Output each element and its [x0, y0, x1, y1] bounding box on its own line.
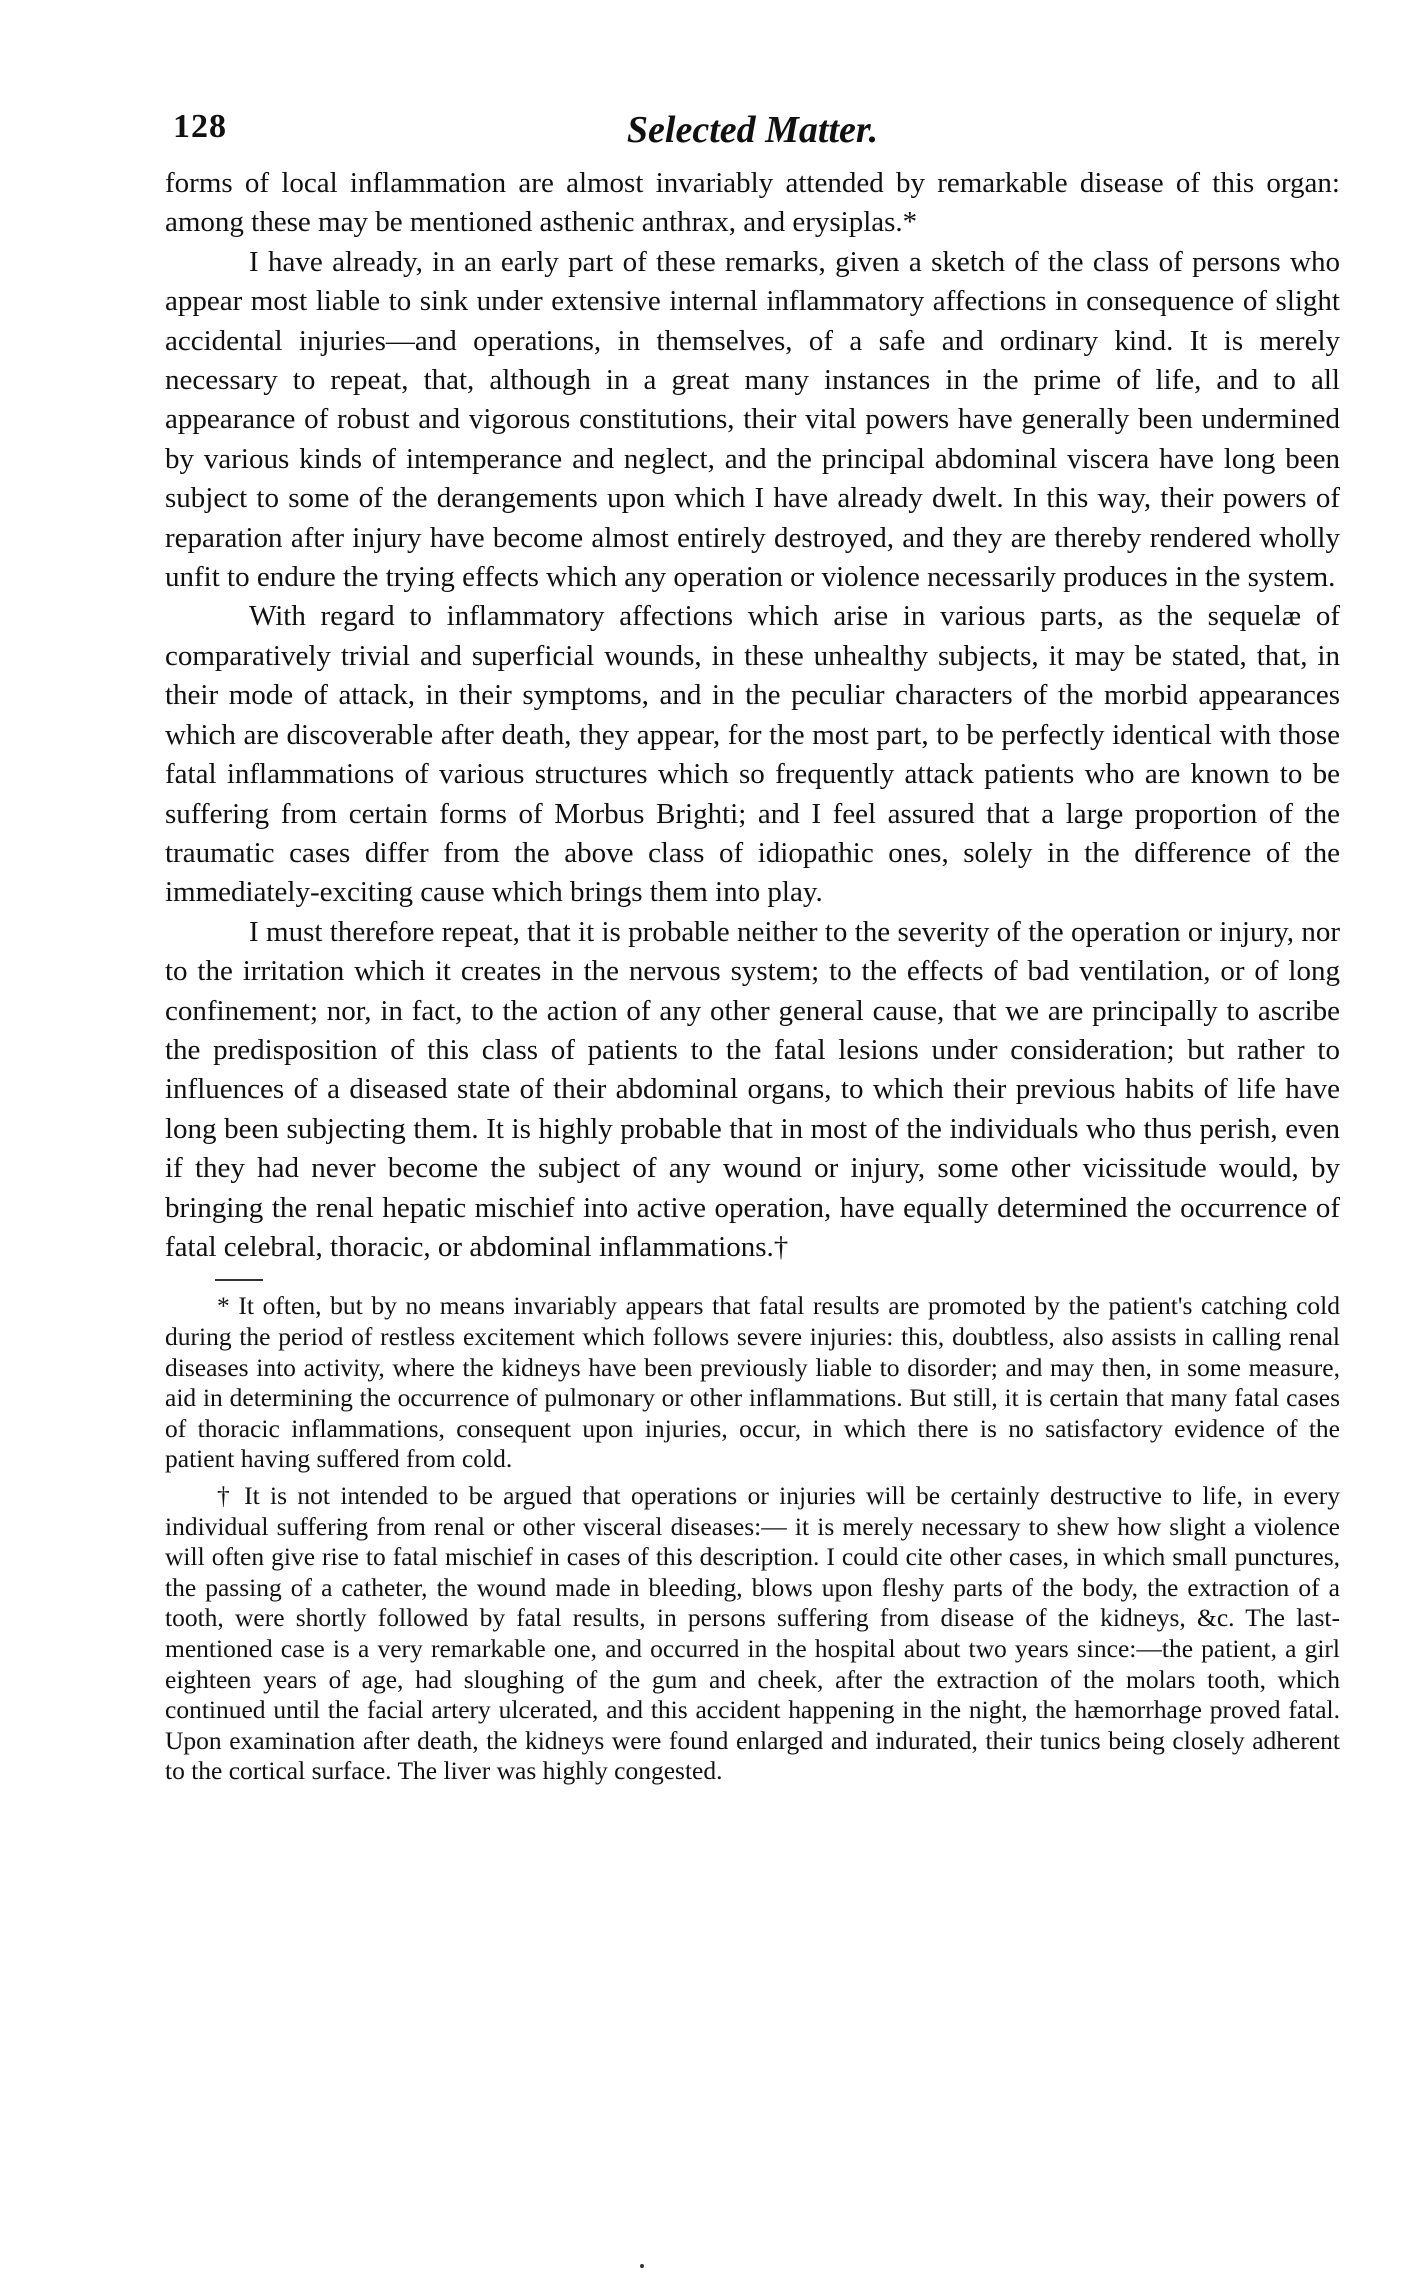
footnote-rule [215, 1279, 263, 1281]
footnote-dagger: † It is not intended to be argued that operations or injuries will be certainly destructive to life, in every individual suffering from renal or other visceral diseases:— it is merely necessary to shew how slight a violence will often give rise to fatal mischief in cases of this description. I could cite other cases, in which small punctures, the passing of a catheter, the wound made in bleeding, blows upon fleshy parts of the body, the extraction of a tooth, were shortly followed by fatal results, in persons suffering from disease of the kidneys, &c. The last-mentioned case is a very remarkable one, and occurred in the hospital about two years since:—the patient, a girl eighteen years of age, had sloughing of the gum and cheek, after the extraction of the molars tooth, which continued until the facial artery ulcerated, and this accident happening in the night, the hæmorrhage proved fatal. Upon examination after death, the kidneys were found enlarged and indurated, their tunics being closely adherent to the cortical surface. The liver was highly congested. [165, 1480, 1340, 1786]
running-head [165, 108, 1340, 164]
paragraph-continuation: forms of local inflammation are almost invariably attended by remarkable disease of this organ: among these may be mentioned asthenic anthrax, and erysiplas.* [165, 167, 1340, 239]
body-text [165, 164, 1340, 1267]
paragraph: With regard to inflammatory affections which arise in various parts, as the sequelæ of comparatively trivial and superficial wounds, in these unhealthy subjects, it may be stated, that, in their mode of attack, in their symptoms, and in the peculiar characters of the morbid appearances which are discoverable after death, they appear, for the most part, to be perfectly identical with those fatal inflammations of various structures which so frequently attack patients who are known to be suffering from certain forms of Morbus Brighti; and I feel assured that a large proportion of the traumatic cases differ from the above class of idiopathic ones, solely in the difference of the immediately-exciting cause which brings them into play. [165, 600, 1340, 909]
running-title: Selected Matter. [626, 109, 879, 151]
page-number: 128 [173, 108, 227, 145]
book-page [165, 108, 1340, 1787]
footnote-asterisk: * It often, but by no means invariably appears that fatal results are promoted by the patient's catching cold during the period of restless excitement which follows severe injuries: this, doubtless, also assists in calling renal diseases into activity, where the kidneys have been previously liable to disorder; and may then, in some measure, aid in determining the occurrence of pulmonary or other inflammations. But still, it is certain that many fatal cases of thoracic inflammations, consequent upon injuries, occur, in which there is no satisfactory evidence of the patient having suffered from cold. [165, 1291, 1340, 1474]
paragraph: I have already, in an early part of these remarks, given a sketch of the class of persons who appear most liable to sink under extensive internal inflammatory affections in consequence of slight accidental injuries—and operations, in themselves, of a safe and ordinary kind. It is merely necessary to repeat, that, although in a great many instances in the prime of life, and to all appearance of robust and vigorous constitutions, their vital powers have generally been undermined by various kinds of intemperance and neglect, and the principal abdominal viscera have long been subject to some of the derangements upon which I have already dwelt. In this way, their powers of reparation after injury have become almost entirely destroyed, and they are thereby rendered wholly unfit to endure the trying effects which any operation or violence necessarily produces in the system. [165, 245, 1340, 594]
paragraph: I must therefore repeat, that it is probable neither to the severity of the operation or injury, nor to the irritation which it creates in the nervous system; to the effects of bad ventilation, or of long confinement; nor, in fact, to the action of any other general cause, that we are principally to ascribe the predisposition of this class of patients to the fatal lesions under consideration; but rather to influences of a diseased state of their abdominal organs, to which their previous habits of life have long been subjecting them. It is highly probable that in most of the individuals who thus perish, even if they had never become the subject of any wound or injury, some other vicissitude would, by bringing the renal hepatic mischief into active operation, have equally determined the occurrence of fatal celebral, thoracic, or abdominal inflammations.† [165, 915, 1340, 1263]
page-mark [640, 2264, 644, 2268]
footnotes [165, 1291, 1340, 1787]
